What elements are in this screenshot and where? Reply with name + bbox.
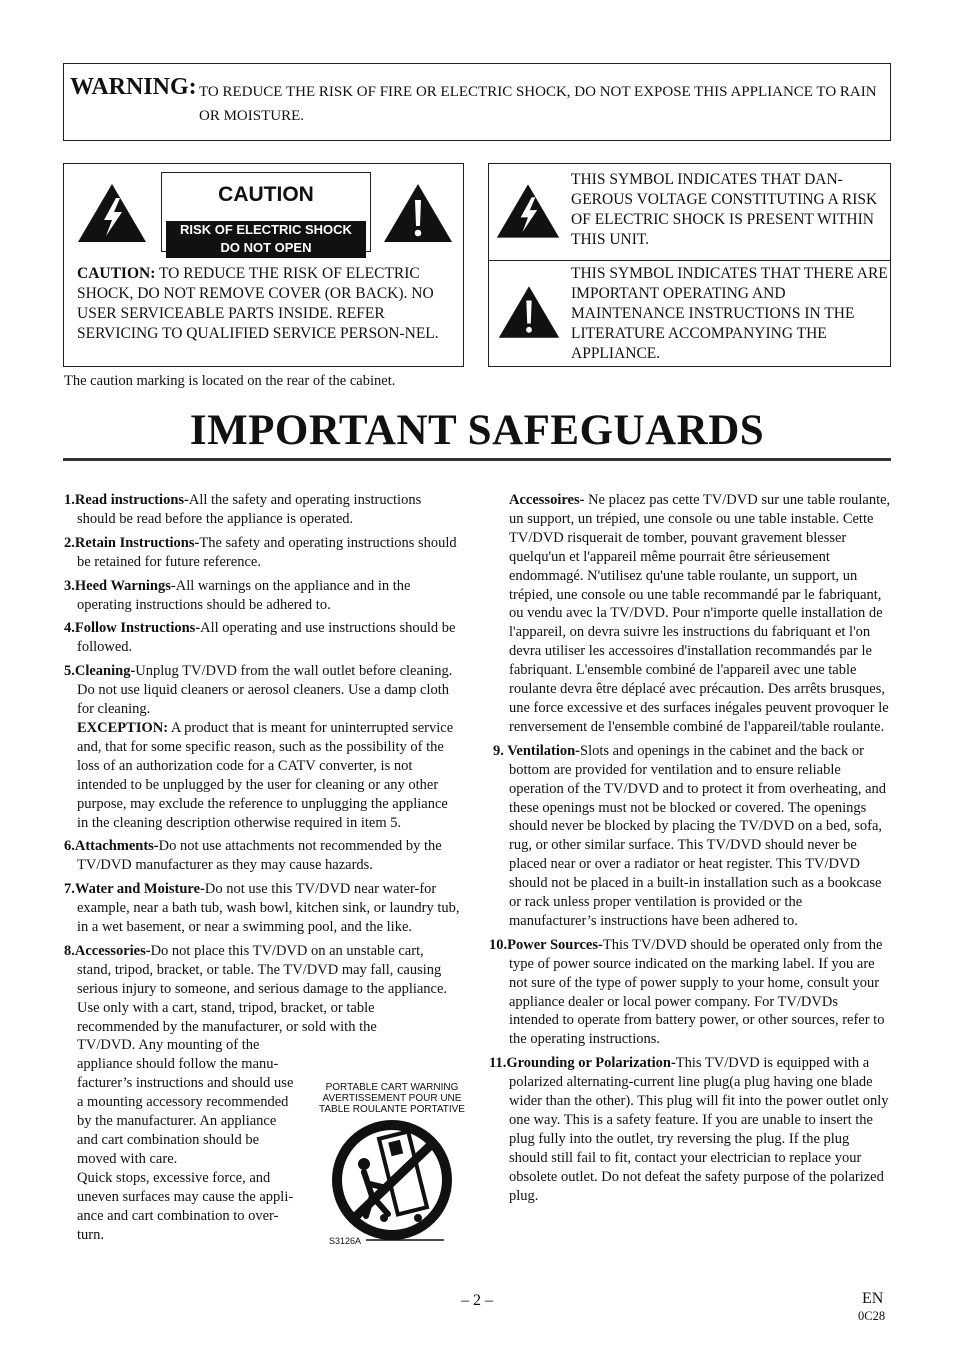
exclamation-symbol-icon — [497, 282, 561, 342]
caution-label — [161, 172, 371, 255]
item-4 — [64, 619, 460, 657]
exclamation-warning-icon — [382, 182, 454, 244]
symbols-box — [488, 163, 891, 367]
item-2 — [64, 534, 460, 572]
exception — [64, 719, 460, 832]
item-11-body: This TV/DVD is equipped with a polarized alternating-current line plug(a plug having one blade wider than the other). This plug will fit into the power outlet only one way. This is a safety feature. If you are unable to insert the plug fully into the outlet, try reversing the plug. If the plug should still fail to fit, contact your electrician to replace your obsolete outlet. Do not defeat the safety purpose of the polarized plug. — [509, 1055, 889, 1204]
item-4-lead: 4.Follow Instructions- — [64, 620, 201, 637]
item-7 — [64, 880, 460, 937]
cart-warning-line3: TABLE ROULANTE PORTATIVE — [319, 1104, 465, 1115]
item-8 — [64, 942, 460, 1037]
caution-label-bar — [166, 221, 366, 258]
item-6-body: Do not use attachments not recommended by the TV/DVD manufacturer as they may cause hazards. — [77, 838, 442, 874]
item-5 — [64, 662, 460, 719]
narrow-line: a mounting accessory recommended — [77, 1094, 289, 1111]
item-6-lead: 6.Attachments- — [64, 838, 159, 855]
narrow-line: uneven surfaces may cause the appli- — [77, 1188, 294, 1205]
cart-warning-code: S3126A — [329, 1236, 362, 1246]
item-5-body: Unplug TV/DVD from the wall outlet before cleaning. Do not use liquid cleaners or aerosol cleaners. Use a damp cloth for cleaning. — [77, 663, 453, 718]
instructions-symbol-text: THIS SYMBOL INDICATES THAT THERE ARE IMPORTANT OPERATING AND MAINTENANCE INSTRUCTIONS IN THE LITERATURE ACCOMPANYING THE APPLIANCE. — [571, 265, 888, 362]
symbols-divider — [489, 260, 890, 261]
item-1-body: All the safety and operating instructions should be read before the appliance is operated. — [77, 492, 422, 527]
document-code: 0C28 — [858, 1309, 886, 1323]
narrow-line: turn. — [77, 1226, 104, 1243]
item-3-body: -All warnings on the appliance and in the operating instructions should be adhered to. — [77, 577, 411, 613]
item-1-lead: 1.Read instructions- — [64, 492, 189, 508]
right-column — [489, 491, 891, 1211]
language-code: EN — [862, 1290, 884, 1307]
voltage-symbol-text: THIS SYMBOL INDICATES THAT DAN-GEROUS VOLTAGE CONSTITUTING A RISK OF ELECTRIC SHOCK IS PRESENT WITHIN THIS UNIT. — [571, 171, 878, 248]
caution-text-body: TO REDUCE THE RISK OF ELECTRIC SHOCK, DO NOT REMOVE COVER (OR BACK). NO USER SERVICEABLE PARTS INSIDE. REFER SERVICING TO QUALIFIED SERVICE PERSON-NEL. — [77, 265, 439, 342]
cart-warning-caption — [316, 1082, 468, 1115]
narrow-line: moved with care. — [77, 1150, 178, 1167]
exception-lead: EXCEPTION: — [77, 719, 169, 736]
exception-body: A product that is meant for uninterrupted service and, that for some specific reason, such as the possibility of the loss of an authorization code for a CATV converter, is not intended to be unplugged by the user for cleaning or any other purpose, may exclude the reference to unplugging the appliance in the cleaning description otherwise required in item 5. — [77, 719, 454, 831]
narrow-line: Quick stops, excessive force, and — [77, 1169, 271, 1186]
accessoires-lead: Accessoires- — [509, 492, 585, 508]
item-2-lead: 2.Retain Instructions- — [64, 534, 200, 551]
item-9-body: Slots and openings in the cabinet and the back or bottom are provided for ventilation and to ensure reliable operation of the TV/DVD and to protect it from overheating, and these openings must not be blocked or covered. The openings should never be blocked by placing the TV/DVD on a bed, sofa, rug, or other similar surface. This TV/DVD should never be placed near or over a radiator or heat register. This TV/DVD should not be placed in a built-in installation such as a bookcase or rack unless proper ventilation is provided or the manufacturer’s instructions have been adhered to. — [509, 742, 887, 929]
item-7-lead: 7.Water and Moisture- — [64, 881, 205, 898]
narrow-line: facturer’s instructions and should use — [77, 1075, 294, 1092]
lightning-warning-icon — [76, 182, 148, 244]
item-9-lead: 9. Ventilation- — [493, 742, 581, 759]
item-1 — [64, 491, 460, 529]
narrow-line: and cart combination should be — [77, 1132, 260, 1148]
warning-box — [63, 63, 891, 141]
page-number: – 2 – — [461, 1292, 493, 1309]
narrow-line: appliance should follow the manu- — [77, 1056, 279, 1073]
item-6 — [64, 837, 460, 875]
title-rule — [63, 458, 891, 461]
caution-box — [63, 163, 464, 367]
warning-text: TO REDUCE THE RISK OF FIRE OR ELECTRIC SHOCK, DO NOT EXPOSE THIS APPLIANCE TO RAIN OR MOISTURE. — [199, 84, 877, 124]
cart-warning-line2: AVERTISSEMENT POUR UNE — [322, 1093, 462, 1104]
lightning-symbol-icon — [495, 182, 561, 240]
accessoires-body: Ne placez pas cette TV/DVD sur une table roulante, un support, un trépied, une console ou une table instable. Cette TV/DVD risquerait de tomber, pouvant gravement blesser quelqu'un et l'appareil même pourrait être sérieusement endommagé. N'utilisez qu'une table roulante, un support, un trépied, une console ou une table recommandé par le fabriquant, ou vendu avec la TV/DVD. Pour n'importe quelle installation de l'appareil, on devra suivre les instructions du fabriquant et l'on devra utiliser les accessoires d'installation recommandés par le fabriquant. L'ensemble combiné de l'appareil avec une table roulante devra être déplacé avec précaution. Des arrêts brusques, une force excessive et des surfaces inégales peuvent provoquer le renversement de l'ensemble combiné de l'appareil/table roulante. — [509, 492, 891, 735]
caution-label-title: CAUTION — [218, 183, 314, 206]
narrow-line: TV/DVD. Any mounting of the — [77, 1037, 260, 1054]
caution-text — [77, 264, 457, 344]
item-10 — [489, 936, 891, 1049]
narrow-line: ance and cart combination to over- — [77, 1207, 279, 1224]
item-3-lead: 3.Heed Warnings — [64, 577, 171, 594]
item-2-body: The safety and operating instructions should be retained for future reference. — [77, 534, 457, 570]
item-9 — [489, 742, 891, 931]
accessoires-french — [489, 491, 891, 737]
item-4-body: All operating and use instructions should be followed. — [77, 620, 456, 656]
cart-tipover-icon — [326, 1118, 458, 1246]
caution-label-line1: RISK OF ELECTRIC SHOCK — [180, 222, 352, 237]
cabinet-note: The caution marking is located on the rear of the cabinet. — [64, 373, 396, 389]
item-8-lead: 8.Accessories- — [64, 942, 151, 959]
item-11-lead: 11.Grounding or Polarization- — [489, 1055, 676, 1072]
page-title: IMPORTANT SAFEGUARDS — [189, 407, 765, 454]
item-8-body: Do not place this TV/DVD on an unstable cart, stand, tripod, bracket, or table. The TV/DVD may fall, causing serious injury to someone, and serious damage to the appliance. Use only with a cart, stand, tripod, bracket, or table recommended by the manufacturer, or sold with the — [77, 942, 448, 1035]
item-10-body: This TV/DVD should be operated only from the type of power source indicated on the marking label. If you are not sure of the type of power supply to your home, consult your appliance dealer or local power company. For TV/DVDs intended to operate from battery power, or other sources, refer to the operating instructions. — [509, 936, 885, 1048]
narrow-line: by the manufacturer. An appliance — [77, 1113, 277, 1130]
item-10-lead: 10.Power Sources- — [489, 936, 603, 953]
caution-text-lead: CAUTION: — [77, 265, 156, 282]
item-5-lead: 5.Cleaning- — [64, 663, 136, 680]
item-11 — [489, 1054, 891, 1205]
caution-label-line2: DO NOT OPEN — [220, 240, 312, 255]
item-8-continuation — [64, 1036, 317, 1244]
item-7-body: Do not use this TV/DVD near water-for example, near a bath tub, wash bowl, kitchen sink, or laundry tub, in a wet basement, or near a swimming pool, and the like. — [77, 881, 460, 936]
cart-warning-line1: PORTABLE CART WARNING — [325, 1082, 459, 1093]
item-3 — [64, 577, 460, 615]
warning-heading: WARNING: — [70, 74, 197, 100]
